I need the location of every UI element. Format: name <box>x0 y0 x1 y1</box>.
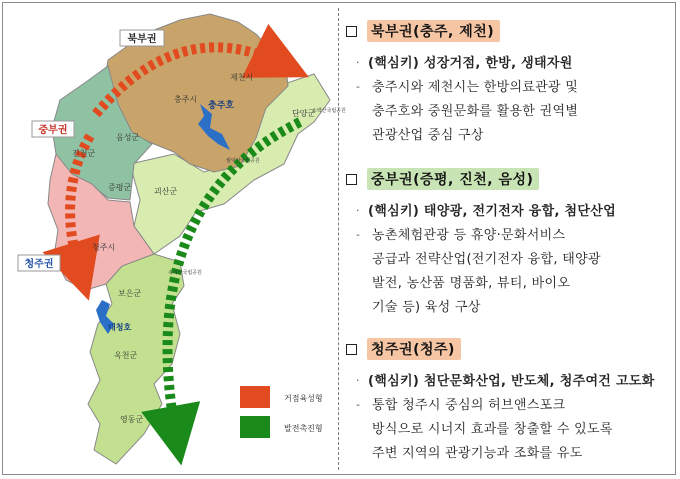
bullet-dot-icon: · <box>356 204 360 217</box>
section-central-key: (핵심키) 태양광, 전기전자 융합, 첨단산업 <box>368 204 616 219</box>
section-cheongju <box>346 338 676 360</box>
section-north <box>346 20 676 42</box>
label-cheongju-region: 청주권 <box>24 259 54 270</box>
legend-swatch-growth <box>240 386 270 408</box>
label-danyang: 단양군 <box>292 109 316 118</box>
bullet-dash-icon: - <box>356 80 360 93</box>
label-boeun: 보은군 <box>118 289 142 298</box>
column-divider <box>338 8 339 470</box>
section-central-body-1: 농촌체험관광 등 휴양·문화서비스 <box>372 228 566 243</box>
checkbox-square-icon <box>346 174 357 185</box>
bullet-dot-icon: · <box>356 374 360 387</box>
section-cheongju-body-3: 주변 지역의 관광기능과 조화를 유도 <box>372 446 583 461</box>
chungbuk-region-map <box>4 4 346 474</box>
section-north-key: (핵심키) 성장거점, 한방, 생태자원 <box>368 56 573 71</box>
label-north-region: 북부권 <box>127 34 157 45</box>
label-cheongju-city: 청주시 <box>92 243 116 252</box>
section-north-body-1: 충주시와 제천시는 한방의료관광 및 <box>372 80 579 95</box>
section-north-body-2: 충주호와 중원문화를 활용한 권역별 <box>372 104 579 119</box>
legend-label-development: 발전촉진형 <box>284 424 323 433</box>
section-north-header <box>346 20 676 42</box>
section-central-body-3: 발전, 농산품 명품화, 뷰티, 바이오 <box>372 276 571 291</box>
label-chungjuho: 충주호 <box>208 101 235 111</box>
label-chungju: 충주시 <box>174 95 198 104</box>
label-jecheon: 제천시 <box>230 73 254 82</box>
bullet-dash-icon: - <box>356 398 360 411</box>
label-goesan: 괴산군 <box>154 187 178 196</box>
section-cheongju-header <box>346 338 676 360</box>
legend-label-growth: 거점육성형 <box>284 394 323 403</box>
label-woraksan: 월악산국립공원 <box>226 158 260 164</box>
section-north-title: 북부권(충주, 제천) <box>367 20 500 42</box>
label-jeungpyeong: 증평군 <box>108 183 132 192</box>
section-central-header <box>346 168 676 190</box>
bullet-dash-icon: - <box>356 228 360 241</box>
section-cheongju-key: (핵심키) 첨단문화산업, 반도체, 청주여건 고도화 <box>368 374 655 389</box>
section-central-title: 중부권(증평, 진천, 음성) <box>367 168 539 190</box>
label-jincheon: 진천군 <box>72 149 96 158</box>
legend-swatch-development <box>240 416 270 438</box>
checkbox-square-icon <box>346 344 357 355</box>
label-okcheon: 옥천군 <box>114 351 138 360</box>
label-daecheongho: 대청호 <box>108 323 132 332</box>
section-cheongju-body-1: 통합 청주시 중심의 허브앤스포크 <box>372 398 566 413</box>
label-yeongdong: 영동군 <box>120 415 144 424</box>
checkbox-square-icon <box>346 26 357 37</box>
section-cheongju-body-2: 방식으로 시너지 효과를 창출할 수 있도록 <box>372 422 613 437</box>
label-eumseong: 음성군 <box>116 133 140 142</box>
section-central-body-4: 기술 등) 육성 구상 <box>372 300 481 315</box>
bullet-dot-icon: · <box>356 56 360 69</box>
section-cheongju-title: 청주권(청주) <box>367 338 461 360</box>
section-north-body-3: 관광산업 중심 구상 <box>372 128 484 143</box>
label-central-region: 중부권 <box>38 125 68 136</box>
label-sobaeksan: 소백산국립공원 <box>312 108 346 114</box>
label-songnisan: 속리산국립공원 <box>168 270 202 276</box>
section-central <box>346 168 676 190</box>
section-central-body-2: 공급과 전략산업(전기전자 융합, 태양광 <box>372 252 601 267</box>
